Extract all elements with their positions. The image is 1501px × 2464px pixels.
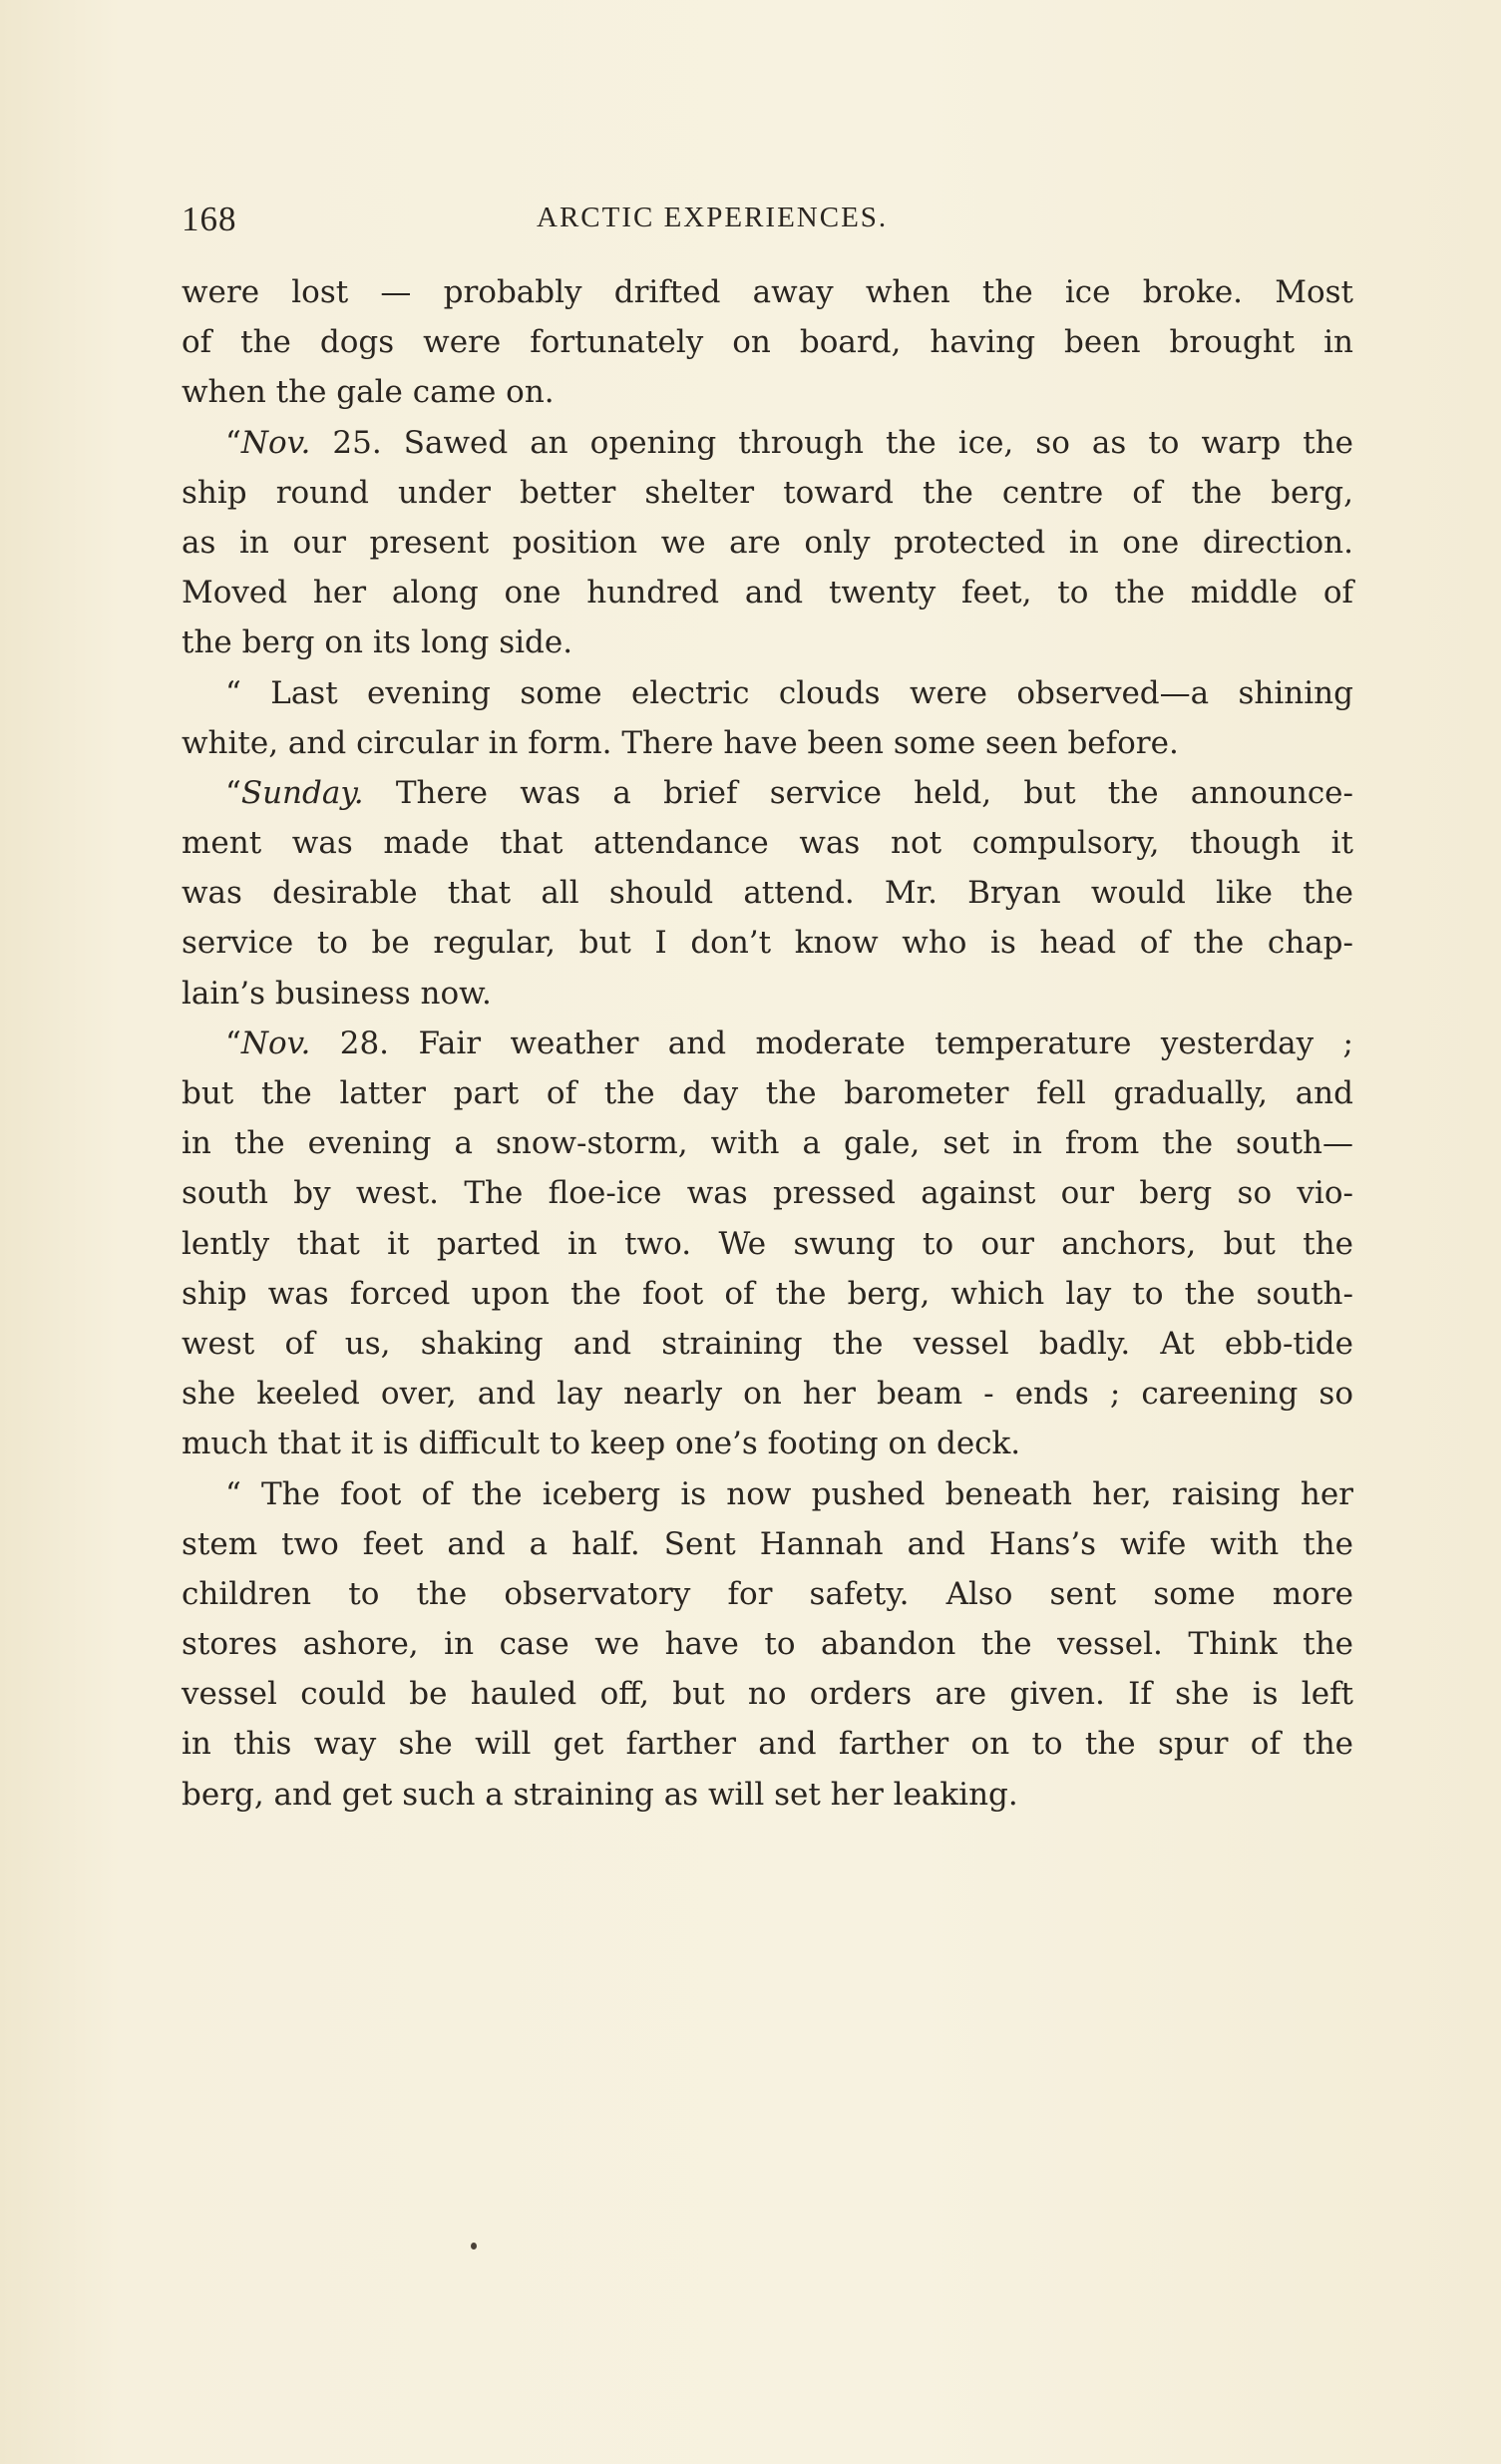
text-line [182, 367, 1353, 417]
page-header [182, 200, 1348, 247]
line-text: “ The foot of the iceberg is now pushed beneath her, raising her [225, 1475, 1353, 1512]
running-head: ARCTIC EXPERIENCES. [537, 202, 889, 233]
text-line [182, 768, 1353, 818]
line-text: in this way she will get farther and farther on to the spur of the [182, 1726, 1353, 1763]
line-text: “ [225, 424, 241, 461]
text-line [182, 1369, 1353, 1419]
text-line [182, 1619, 1353, 1669]
line-text: in the evening a snow-storm, with a gale, set in from the south— [182, 1125, 1353, 1162]
text-line [182, 1019, 1353, 1068]
text-line [182, 969, 1353, 1019]
text-line [182, 1669, 1353, 1719]
line-text: was desirable that all should attend. Mr. Bryan would like the [182, 875, 1353, 912]
entry-date-italic: Sunday. [240, 774, 364, 811]
line-text: service to be regular, but I don’t know who is head of the chap- [182, 925, 1353, 962]
ink-speck [471, 2243, 477, 2250]
text-line [182, 617, 1353, 667]
line-text: “ [225, 1025, 241, 1061]
text-line [182, 1469, 1353, 1519]
line-text: vessel could be hauled off, but no orders are given. If she is left [182, 1676, 1353, 1713]
line-text: white, and circular in form. There have been some seen before. [182, 724, 1179, 761]
line-text: but the latter part of the day the barometer fell gradually, and [182, 1075, 1353, 1111]
text-line [182, 317, 1353, 367]
line-text: she keeled over, and lay nearly on her beam - ends ; careening so [182, 1376, 1353, 1413]
line-text-continued: 25. Sawed an opening through the ice, so as to warp the [310, 424, 1353, 461]
line-text: of the dogs were fortunately on board, having been brought in [182, 324, 1353, 361]
line-text: stem two feet and a half. Sent Hannah and Hans’s wife with the [182, 1525, 1353, 1562]
line-text: west of us, shaking and straining the vessel badly. At ebb-tide [182, 1325, 1353, 1362]
text-line [182, 868, 1353, 918]
line-text-continued: 28. Fair weather and moderate temperature yesterday ; [310, 1025, 1353, 1061]
text-line [182, 1419, 1353, 1468]
text-line [182, 1319, 1353, 1369]
text-line [182, 1519, 1353, 1569]
text-line [182, 418, 1353, 468]
line-text: stores ashore, in case we have to abandon the vessel. Think the [182, 1626, 1353, 1663]
entry-date-italic: Nov. [240, 1025, 311, 1061]
text-line [182, 267, 1353, 317]
line-text: berg, and get such a straining as will set her leaking. [182, 1776, 1018, 1813]
line-text: children to the observatory for safety. Also sent some more [182, 1575, 1353, 1612]
line-text: the berg on its long side. [182, 624, 573, 661]
text-line [182, 918, 1353, 968]
line-text: when the gale came on. [182, 374, 555, 411]
entry-date-italic: Nov. [240, 424, 311, 461]
text-line [182, 1770, 1353, 1820]
line-text-continued: There was a brief service held, but the announce- [363, 774, 1353, 811]
line-text: as in our present position we are only protected in one direction. [182, 524, 1353, 561]
line-text: much that it is difficult to keep one’s footing on deck. [182, 1426, 1021, 1462]
line-text: “ [225, 774, 241, 811]
line-text: lently that it parted in two. We swung to our anchors, but the [182, 1225, 1353, 1262]
line-text: ship round under better shelter toward the centre of the berg, [182, 474, 1353, 511]
text-line [182, 1269, 1353, 1319]
text-line [182, 1068, 1353, 1118]
text-line [182, 668, 1353, 718]
line-text: ment was made that attendance was not compulsory, though it [182, 825, 1353, 862]
text-line [182, 1719, 1353, 1769]
text-line [182, 518, 1353, 568]
text-line [182, 568, 1353, 617]
line-text: Moved her along one hundred and twenty feet, to the middle of [182, 575, 1353, 612]
body-text [182, 267, 1353, 1820]
page-number: 168 [182, 200, 237, 238]
line-text: ship was forced upon the foot of the berg, which lay to the south- [182, 1275, 1353, 1312]
line-text: were lost — probably drifted away when the ice broke. Most [182, 274, 1353, 310]
text-line [182, 718, 1353, 768]
text-line [182, 1168, 1353, 1218]
text-line [182, 1118, 1353, 1168]
text-line [182, 1569, 1353, 1619]
line-text: lain’s business now. [182, 975, 492, 1012]
line-text: south by west. The floe-ice was pressed against our berg so vio- [182, 1175, 1353, 1212]
text-line [182, 468, 1353, 518]
line-text: “ Last evening some electric clouds were observed—a shining [225, 674, 1353, 711]
text-line [182, 1219, 1353, 1269]
text-line [182, 818, 1353, 868]
